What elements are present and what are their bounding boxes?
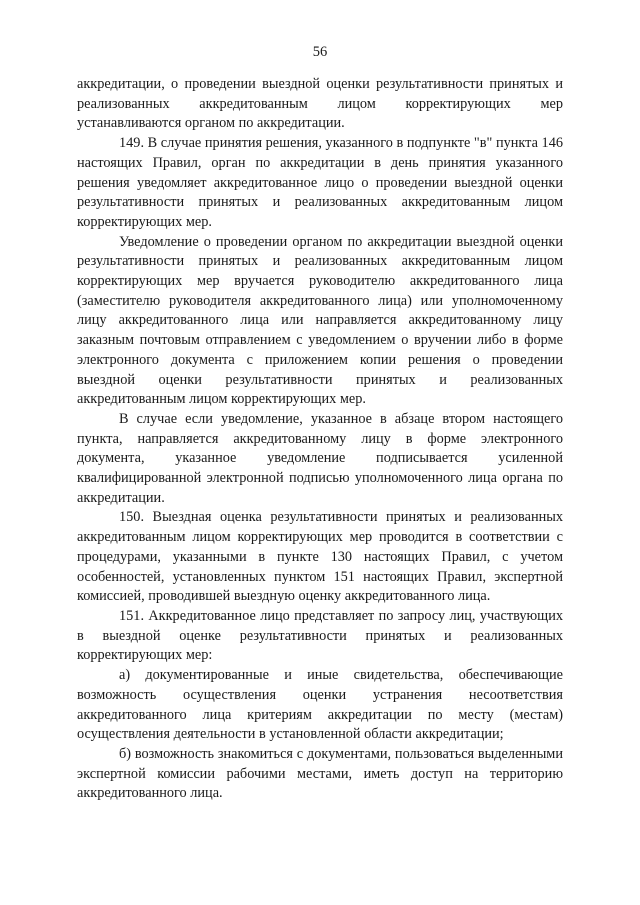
- paragraph-149: 149. В случае принятия решения, указанного в подпункте "в" пункта 146 настоящих Правил, орган по аккредитации в день принятия указанного решения уведомляет аккредитованное лицо о проведении выездной оценки результативности принятых и реализованных аккредитованным лицом корректирующих мер.: [77, 135, 563, 230]
- paragraph-151-item-a: а) документированные и иные свидетельства, обеспечивающие возможность осуществления оценки устранения несоответствия аккредитованного лица критериям аккредитации по месту (местам) осуществления деятельности в установленной области аккредитации;: [77, 667, 563, 743]
- paragraph-151-item-b: б) возможность знакомиться с документами, пользоваться выделенными экспертной комиссии рабочими местами, иметь доступ на территорию аккредитованного лица.: [77, 745, 563, 802]
- document-body: [77, 75, 563, 804]
- page-number: 56: [312, 44, 328, 60]
- paragraph-continuation: аккредитации, о проведении выездной оценки результативности принятых и реализованных аккредитованным лицом корректирующих мер устанавливаются органом по аккредитации.: [77, 76, 563, 132]
- paragraph-149-electronic: В случае если уведомление, указанное в абзаце втором настоящего пункта, направляется аккредитованному лицу в форме электронного документа, указанное уведомление подписывается усиленной квалифицированной электронной подписью уполномоченного лица органа по аккредитации.: [77, 410, 563, 506]
- paragraph-151: 151. Аккредитованное лицо представляет по запросу лиц, участвующих в выездной оценке результативности принятых и реализованных корректирующих мер:: [77, 607, 563, 664]
- paragraph-149-notice: Уведомление о проведении органом по аккредитации выездной оценки результативности принятых и реализованных аккредитованным лицом корректирующих мер вручается руководителю аккредитованного лица (заместителю руководителя аккредитованного лица) или уполномоченному лицу аккредитованного лица или направляется аккредитованному лицу заказным почтовым отправлением с уведомлением о вручении либо в форме электронного документа с приложением копии решения о проведении выездной оценки результативности принятых и реализованных аккредитованным лицом корректирующих мер.: [77, 233, 563, 408]
- paragraph-150: 150. Выездная оценка результативности принятых и реализованных аккредитованным лицом корректирующих мер проводится в соответствии с процедурами, указанными в пункте 130 настоящих Правил, с учетом особенностей, установленных пунктом 151 настоящих Правил, экспертной комиссией, проводившей выездную оценку аккредитованного лица.: [77, 509, 563, 605]
